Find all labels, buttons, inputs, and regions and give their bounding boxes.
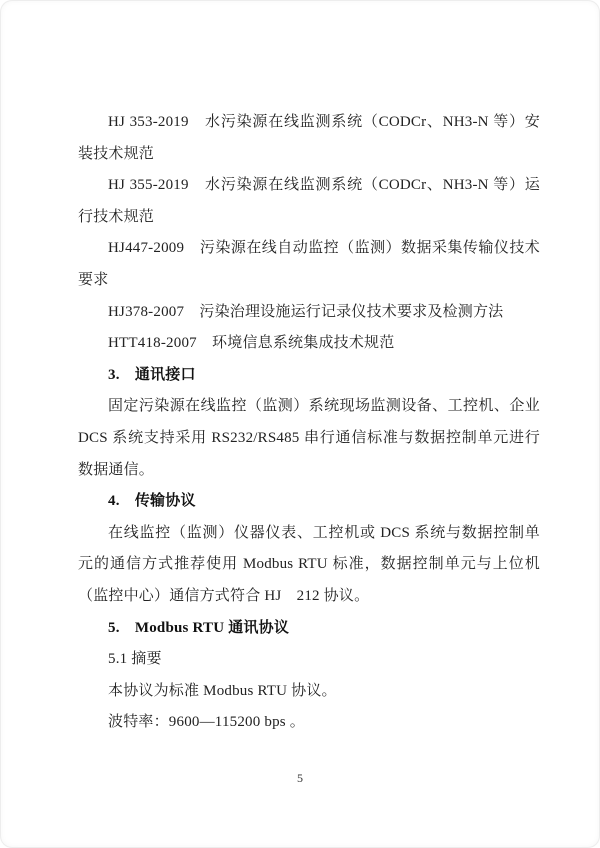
standard-reference: HJ 355-2019 水污染源在线监测系统（CODCr、NH3-N 等）运行技术规范 <box>78 177 540 225</box>
body-paragraph: 波特率：9600—115200 bps 。 <box>108 714 305 731</box>
page-content <box>78 107 540 739</box>
subsection-label: 5.1 摘要 <box>108 651 162 668</box>
standard-reference: HJ 353-2019 水污染源在线监测系统（CODCr、NH3-N 等）安装技术规范 <box>78 114 540 162</box>
standard-reference: HJ447-2009 污染源在线自动监控（监测）数据采集传输仪技术要求 <box>78 240 540 288</box>
body-paragraph: 在线监控（监测）仪器仪表、工控机或 DCS 系统与数据控制单元的通信方式推荐使用 Modbus RTU 标准，数据控制单元与上位机（监控中心）通信方式符合 HJ 212 协议。 <box>78 524 540 604</box>
standard-reference: HJ378-2007 污染治理设施运行记录仪技术要求及检测方法 <box>108 303 504 320</box>
body-paragraph: 本协议为标准 Modbus RTU 协议。 <box>108 682 337 699</box>
section-heading-communication-interface: 3. 通讯接口 <box>108 366 196 383</box>
section-heading-modbus-rtu-protocol: 5. Modbus RTU 通讯协议 <box>108 619 290 636</box>
body-paragraph: 固定污染源在线监控（监测）系统现场监测设备、工控机、企业 DCS 系统支持采用 RS232/RS485 串行通信标准与数据控制单元进行数据通信。 <box>78 398 540 478</box>
section-heading-transfer-protocol: 4. 传输协议 <box>108 493 196 510</box>
page-number: 5 <box>297 771 303 785</box>
standard-reference: HTT418-2007 环境信息系统集成技术规范 <box>108 335 395 352</box>
